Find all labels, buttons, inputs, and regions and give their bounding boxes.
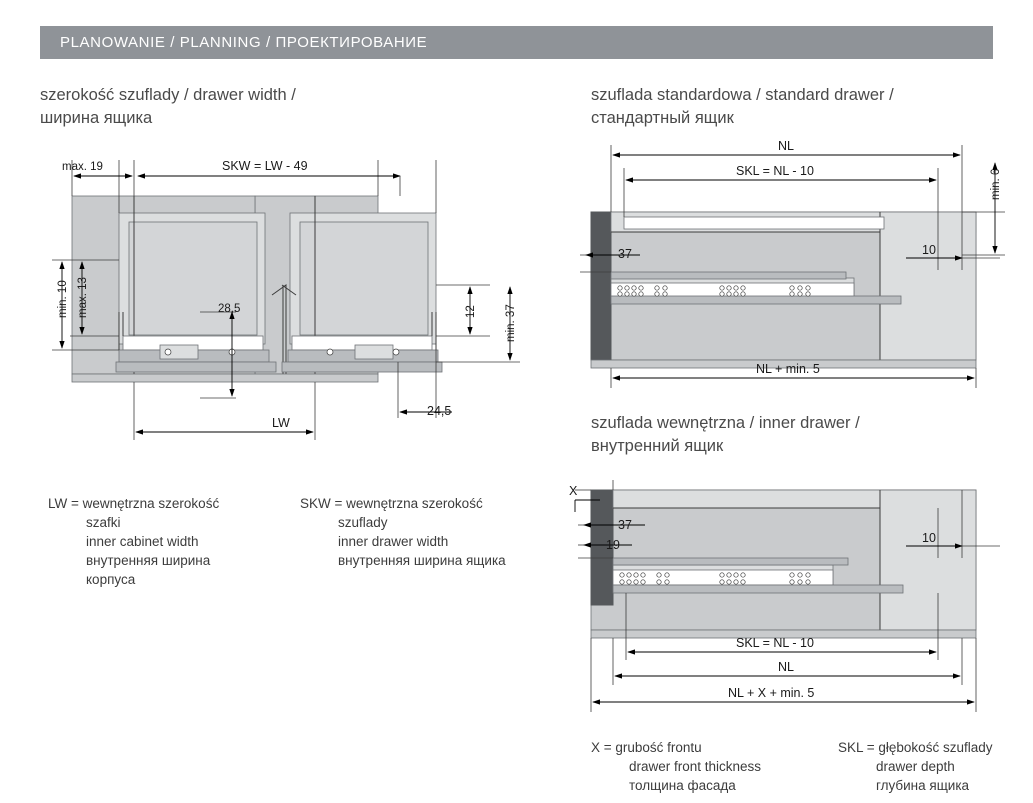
legend-skw-head: SKW = wewnętrzna szerokość [300,496,483,511]
dim-min6: min. 6 [990,168,1002,200]
dim-x: X [569,484,578,498]
dim-min37: min. 37 [505,304,517,342]
dim-285: 28,5 [218,303,241,315]
dim-lw: LW [272,416,290,430]
title-standard-drawer-line2: стандартный ящик [591,109,734,127]
dim-skw: SKW = LW - 49 [222,159,308,173]
legend-lw-l3: inner cabinet width [86,534,199,549]
title-inner-drawer-line2: внутренний ящик [591,437,724,455]
legend-skl-head: SKL = głębokość szuflady [838,740,993,755]
dim-nl-min5: NL + min. 5 [756,362,820,376]
legend-skw-l3: inner drawer width [338,534,449,549]
title-standard-drawer-line1: szuflada standardowa / standard drawer / [591,86,894,104]
legend-x-l3: толщина фасада [629,778,736,793]
legend-lw-l5: корпуса [86,572,136,587]
dim-37-inner: 37 [618,518,632,532]
dim-skl-standard: SKL = NL - 10 [736,164,814,178]
legend-skw-l2: szuflady [338,515,388,530]
title-drawer-width-line1: szerokość szuflady / drawer width / [40,86,296,104]
dim-19: 19 [606,538,620,552]
dim-nl-inner: NL [778,660,794,674]
drawing-front-view [52,159,520,440]
legend-lw-l4: внутренняя ширина [86,553,211,568]
legend-skl-l3: глубина ящика [876,778,970,793]
legend-x-l2: drawer front thickness [629,759,762,774]
dim-245: 24,5 [427,404,452,418]
title-inner-drawer-line1: szuflada wewnętrzna / inner drawer / [591,414,860,432]
section-header-title: PLANOWANIE / PLANNING / ПРОЕКТИРОВАНИЕ [60,34,428,51]
dim-10-standard: 10 [922,243,936,257]
dim-skl-inner: SKL = NL - 10 [736,636,814,650]
drawing-standard-drawer [580,139,1005,388]
title-drawer-width-line2: ширина ящика [40,109,153,127]
legend-skl-l2: drawer depth [876,759,955,774]
drawing-inner-drawer [569,480,1000,712]
dim-nl-standard: NL [778,139,794,153]
dim-max19: max. 19 [62,161,103,173]
legend-skw-l4: внутренняя ширина ящика [338,553,506,568]
legend-x-head: X = grubość frontu [591,740,702,755]
dim-37-standard: 37 [618,247,632,261]
legend-lw-l2: szafki [86,515,121,530]
legend-lw-head: LW = wewnętrzna szerokość [48,496,220,511]
dim-10-inner: 10 [922,531,936,545]
dim-12: 12 [465,305,477,318]
dim-nl-x-min5: NL + X + min. 5 [728,686,815,700]
dim-min10: min. 10 [57,280,69,318]
dim-max13: max. 13 [77,277,89,318]
